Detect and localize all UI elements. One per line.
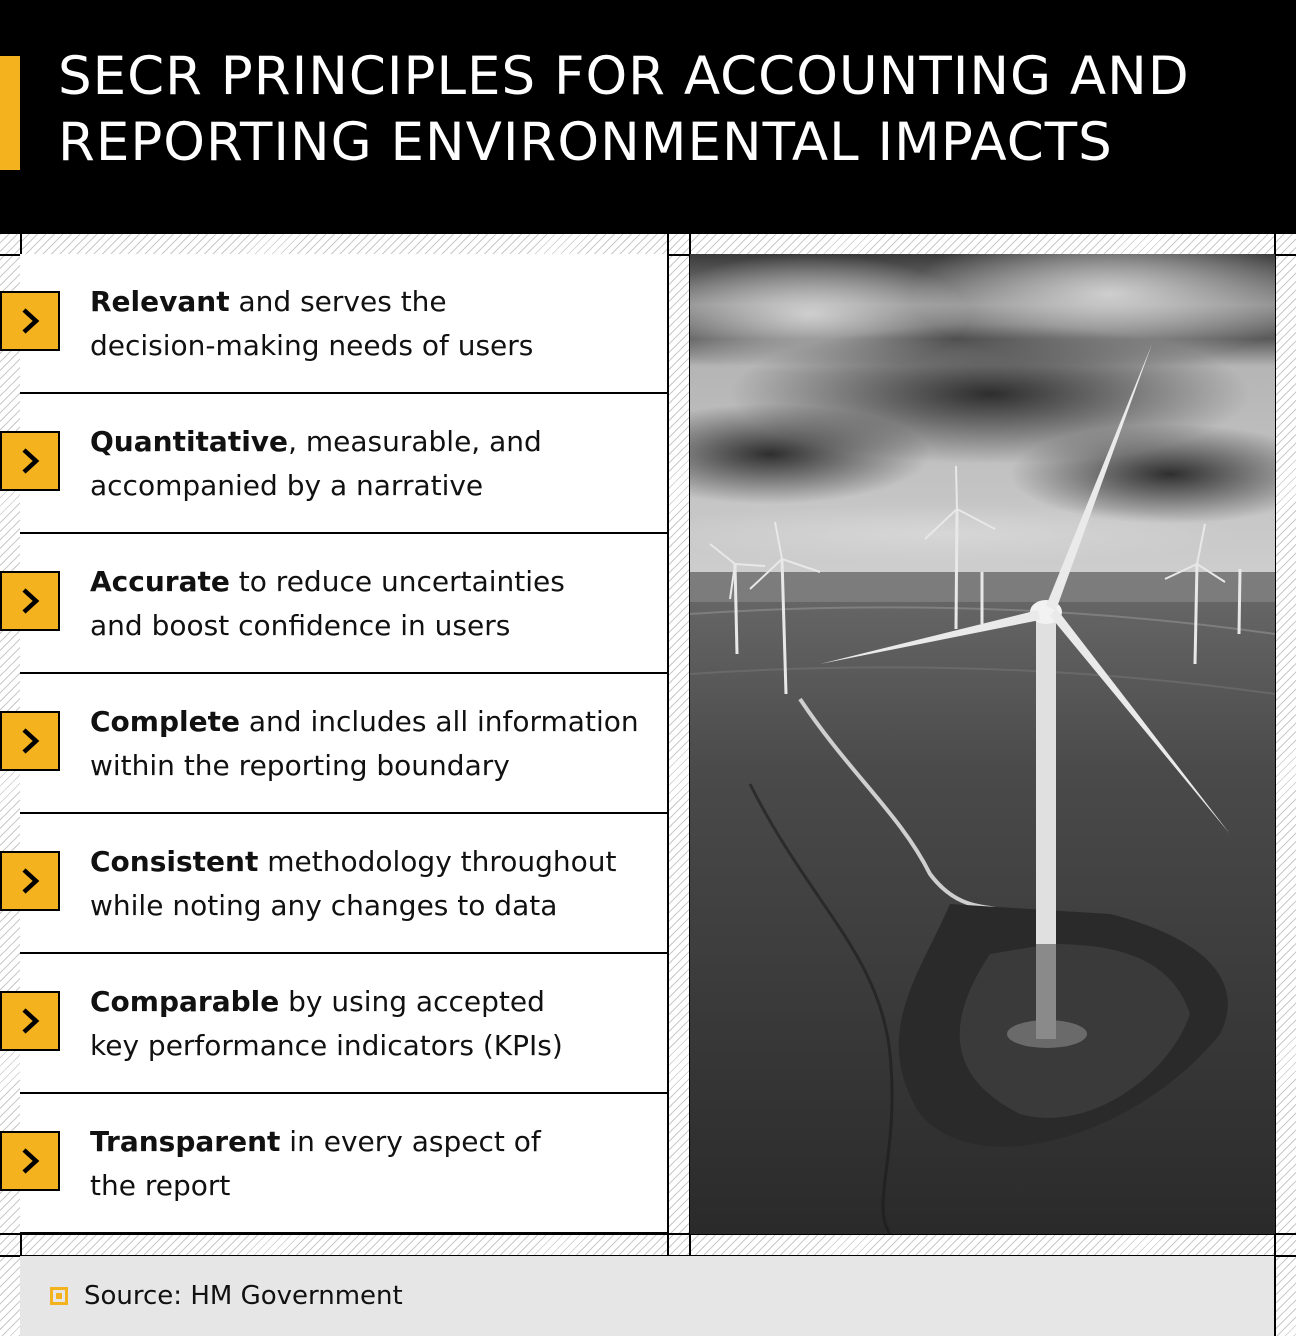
hatch-bottom — [20, 1234, 1274, 1256]
list-item — [20, 1094, 667, 1234]
principle-name: Consistent — [90, 845, 259, 878]
chevron-right-icon — [0, 291, 60, 351]
title-accent-bar — [0, 56, 20, 170]
principle-desc: and serves the — [229, 285, 447, 318]
list-item-text — [90, 560, 660, 648]
list-item-text — [90, 700, 660, 788]
principle-desc: methodology throughout — [258, 845, 617, 878]
list-item-text — [90, 280, 660, 368]
list-item — [20, 254, 667, 394]
page-title: SECR PRINCIPLES FOR ACCOUNTING AND REPORTING ENVIRONMENTAL IMPACTS — [58, 46, 1190, 173]
principle-name: Quantitative — [90, 425, 289, 458]
hatch-right — [1275, 234, 1296, 1336]
list-item-text — [90, 420, 660, 508]
principle-desc: while noting any changes to data — [90, 889, 558, 922]
list-item — [20, 814, 667, 954]
square-bullet-icon — [50, 1287, 68, 1305]
list-item — [20, 534, 667, 674]
chevron-right-icon — [0, 991, 60, 1051]
list-item-text — [90, 840, 660, 928]
list-item-text — [90, 980, 660, 1068]
chevron-right-icon — [0, 431, 60, 491]
principle-desc: the report — [90, 1169, 231, 1202]
list-item — [20, 954, 667, 1094]
wind-turbine-photo — [690, 254, 1275, 1234]
principle-desc: accompanied by a narrative — [90, 469, 484, 502]
principle-desc: and boost confidence in users — [90, 609, 511, 642]
principle-name: Transparent — [90, 1125, 281, 1158]
chevron-right-icon — [0, 571, 60, 631]
principle-name: Relevant — [90, 285, 230, 318]
principle-name: Accurate — [90, 565, 230, 598]
principle-desc: , measurable, and — [288, 425, 542, 458]
source-text: Source: HM Government — [84, 1281, 403, 1311]
list-item-text — [90, 1120, 660, 1208]
chevron-right-icon — [0, 711, 60, 771]
chevron-right-icon — [0, 851, 60, 911]
grid-line — [667, 234, 669, 1256]
hatch-middle — [668, 234, 690, 1256]
principle-name: Comparable — [90, 985, 280, 1018]
source-footer — [20, 1256, 1274, 1336]
principle-desc: and includes all information — [239, 705, 639, 738]
principle-desc: by using accepted — [279, 985, 545, 1018]
list-item — [20, 674, 667, 814]
header — [0, 0, 1296, 234]
hatch-top — [20, 234, 1274, 254]
principle-desc: within the reporting boundary — [90, 749, 510, 782]
principles-list — [20, 254, 667, 1234]
chevron-right-icon — [0, 1131, 60, 1191]
list-item — [20, 394, 667, 534]
principle-desc: to reduce uncertainties — [229, 565, 565, 598]
principle-desc: key performance indicators (KPIs) — [90, 1029, 563, 1062]
principle-desc: decision-making needs of users — [90, 329, 534, 362]
principle-desc: in every aspect of — [280, 1125, 541, 1158]
principle-name: Complete — [90, 705, 240, 738]
